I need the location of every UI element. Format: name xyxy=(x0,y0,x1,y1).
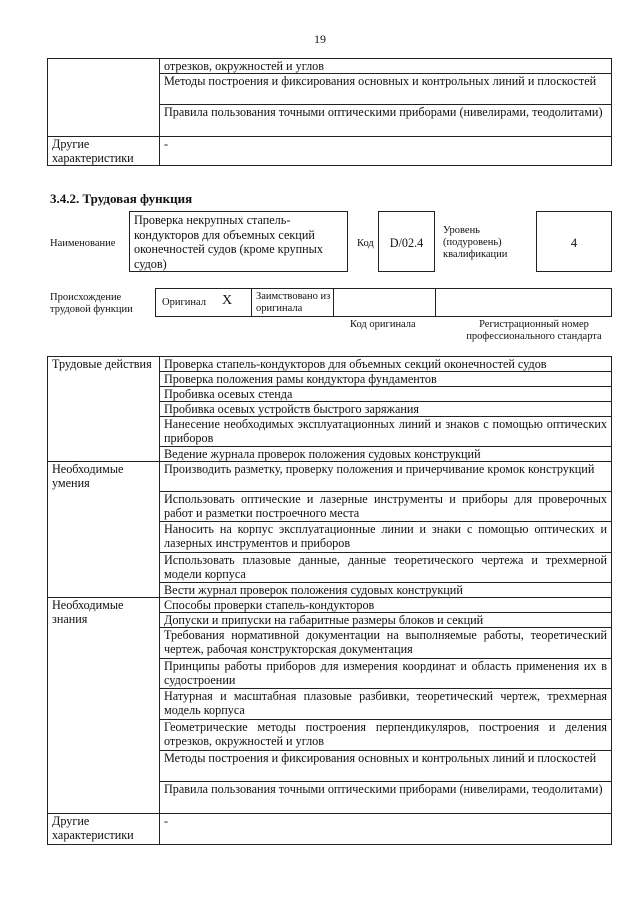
top-table-row: Методы построения и фиксирования основных и контрольных линий и плоскостей xyxy=(160,74,612,105)
name-label: Наименование xyxy=(50,238,116,249)
original-mark: X xyxy=(222,293,233,308)
other-characteristics-label: Другие характеристики xyxy=(48,137,160,166)
table-row: Натурная и масштабная плазовые разбивки, теоретический чертеж, трехмерная модель корпуса xyxy=(160,689,612,720)
top-table xyxy=(47,58,612,166)
borrowed-label: Заимствовано из оригинала xyxy=(256,291,331,314)
table-row: Принципы работы приборов для измерения координат и область применения их в судостроении xyxy=(160,659,612,689)
other-characteristics-value: - xyxy=(160,137,612,166)
origin-divider xyxy=(435,289,436,316)
table-row: Пробивка осевых устройств быстрого заряжания xyxy=(160,402,612,417)
table-row: Ведение журнала проверок положения судовых конструкций xyxy=(160,447,612,462)
table-row: Требования нормативной документации на выполняемые работы, теоретический чертеж, рабочая конструкторская документация xyxy=(160,628,612,659)
original-label: Оригинал xyxy=(162,297,206,308)
level-label: Уровень (подуровень) квалификации xyxy=(443,225,508,260)
reg-number-caption: Регистрационный номер профессионального стандарта xyxy=(466,319,602,342)
origin-box xyxy=(155,288,612,317)
top-table-empty-cell xyxy=(48,59,160,137)
origin-divider xyxy=(333,289,334,316)
table-row: Использовать плазовые данные, данные теоретического чертежа и трехмерной модели корпуса xyxy=(160,553,612,583)
table-row: Использовать оптические и лазерные инструменты и приборы для проверочных работ и разметки построечного места xyxy=(160,492,612,522)
code-value-box: D/02.4 xyxy=(378,211,435,272)
table-row: Производить разметку, проверку положения и причерчивание кромок конструкций xyxy=(160,462,612,492)
group-label-other: Другие характеристики xyxy=(48,814,160,845)
level-value-box: 4 xyxy=(536,211,612,272)
main-table xyxy=(47,356,612,845)
top-table-row: отрезков, окружностей и углов xyxy=(160,59,612,74)
group-label-actions: Трудовые действия xyxy=(48,357,160,462)
table-row: Правила пользования точными оптическими приборами (нивелирами, теодолитами) xyxy=(160,782,612,814)
page-number: 19 xyxy=(314,32,326,46)
group-label-knowledge: Необходимые знания xyxy=(48,598,160,814)
table-row: - xyxy=(160,814,612,845)
table-row: Методы построения и фиксирования основных и контрольных линий и плоскостей xyxy=(160,751,612,782)
origin-divider xyxy=(251,289,252,316)
table-row: Наносить на корпус эксплуатационные линии и знаки с помощью оптических и лазерных инструментов и приборов xyxy=(160,522,612,553)
table-row: Пробивка осевых стенда xyxy=(160,387,612,402)
code-label: Код xyxy=(357,238,374,249)
table-row: Геометрические методы построения перпендикуляров, построения и деления отрезков, окружностей и углов xyxy=(160,720,612,751)
section-title: 3.4.2. Трудовая функция xyxy=(50,191,193,206)
group-label-skills: Необходимые умения xyxy=(48,462,160,598)
table-row: Вести журнал проверок положения судовых конструкций xyxy=(160,583,612,598)
table-row: Проверка стапель-кондукторов для объемных секций оконечностей судов xyxy=(160,357,612,372)
table-row: Допуски и припуски на габаритные размеры блоков и секций xyxy=(160,613,612,628)
table-row: Проверка положения рамы кондуктора фундаментов xyxy=(160,372,612,387)
function-name-box: Проверка некрупных стапель-кондукторов для объемных секций оконечностей судов (кроме крупных судов) xyxy=(129,211,348,272)
code-original-caption: Код оригинала xyxy=(350,319,416,330)
table-row: Способы проверки стапель-кондукторов xyxy=(160,598,612,613)
origin-label: Происхождение трудовой функции xyxy=(50,292,133,315)
table-row: Нанесение необходимых эксплуатационных линий и знаков с помощью оптических приборов xyxy=(160,417,612,447)
top-table-row: Правила пользования точными оптическими приборами (нивелирами, теодолитами) xyxy=(160,105,612,137)
